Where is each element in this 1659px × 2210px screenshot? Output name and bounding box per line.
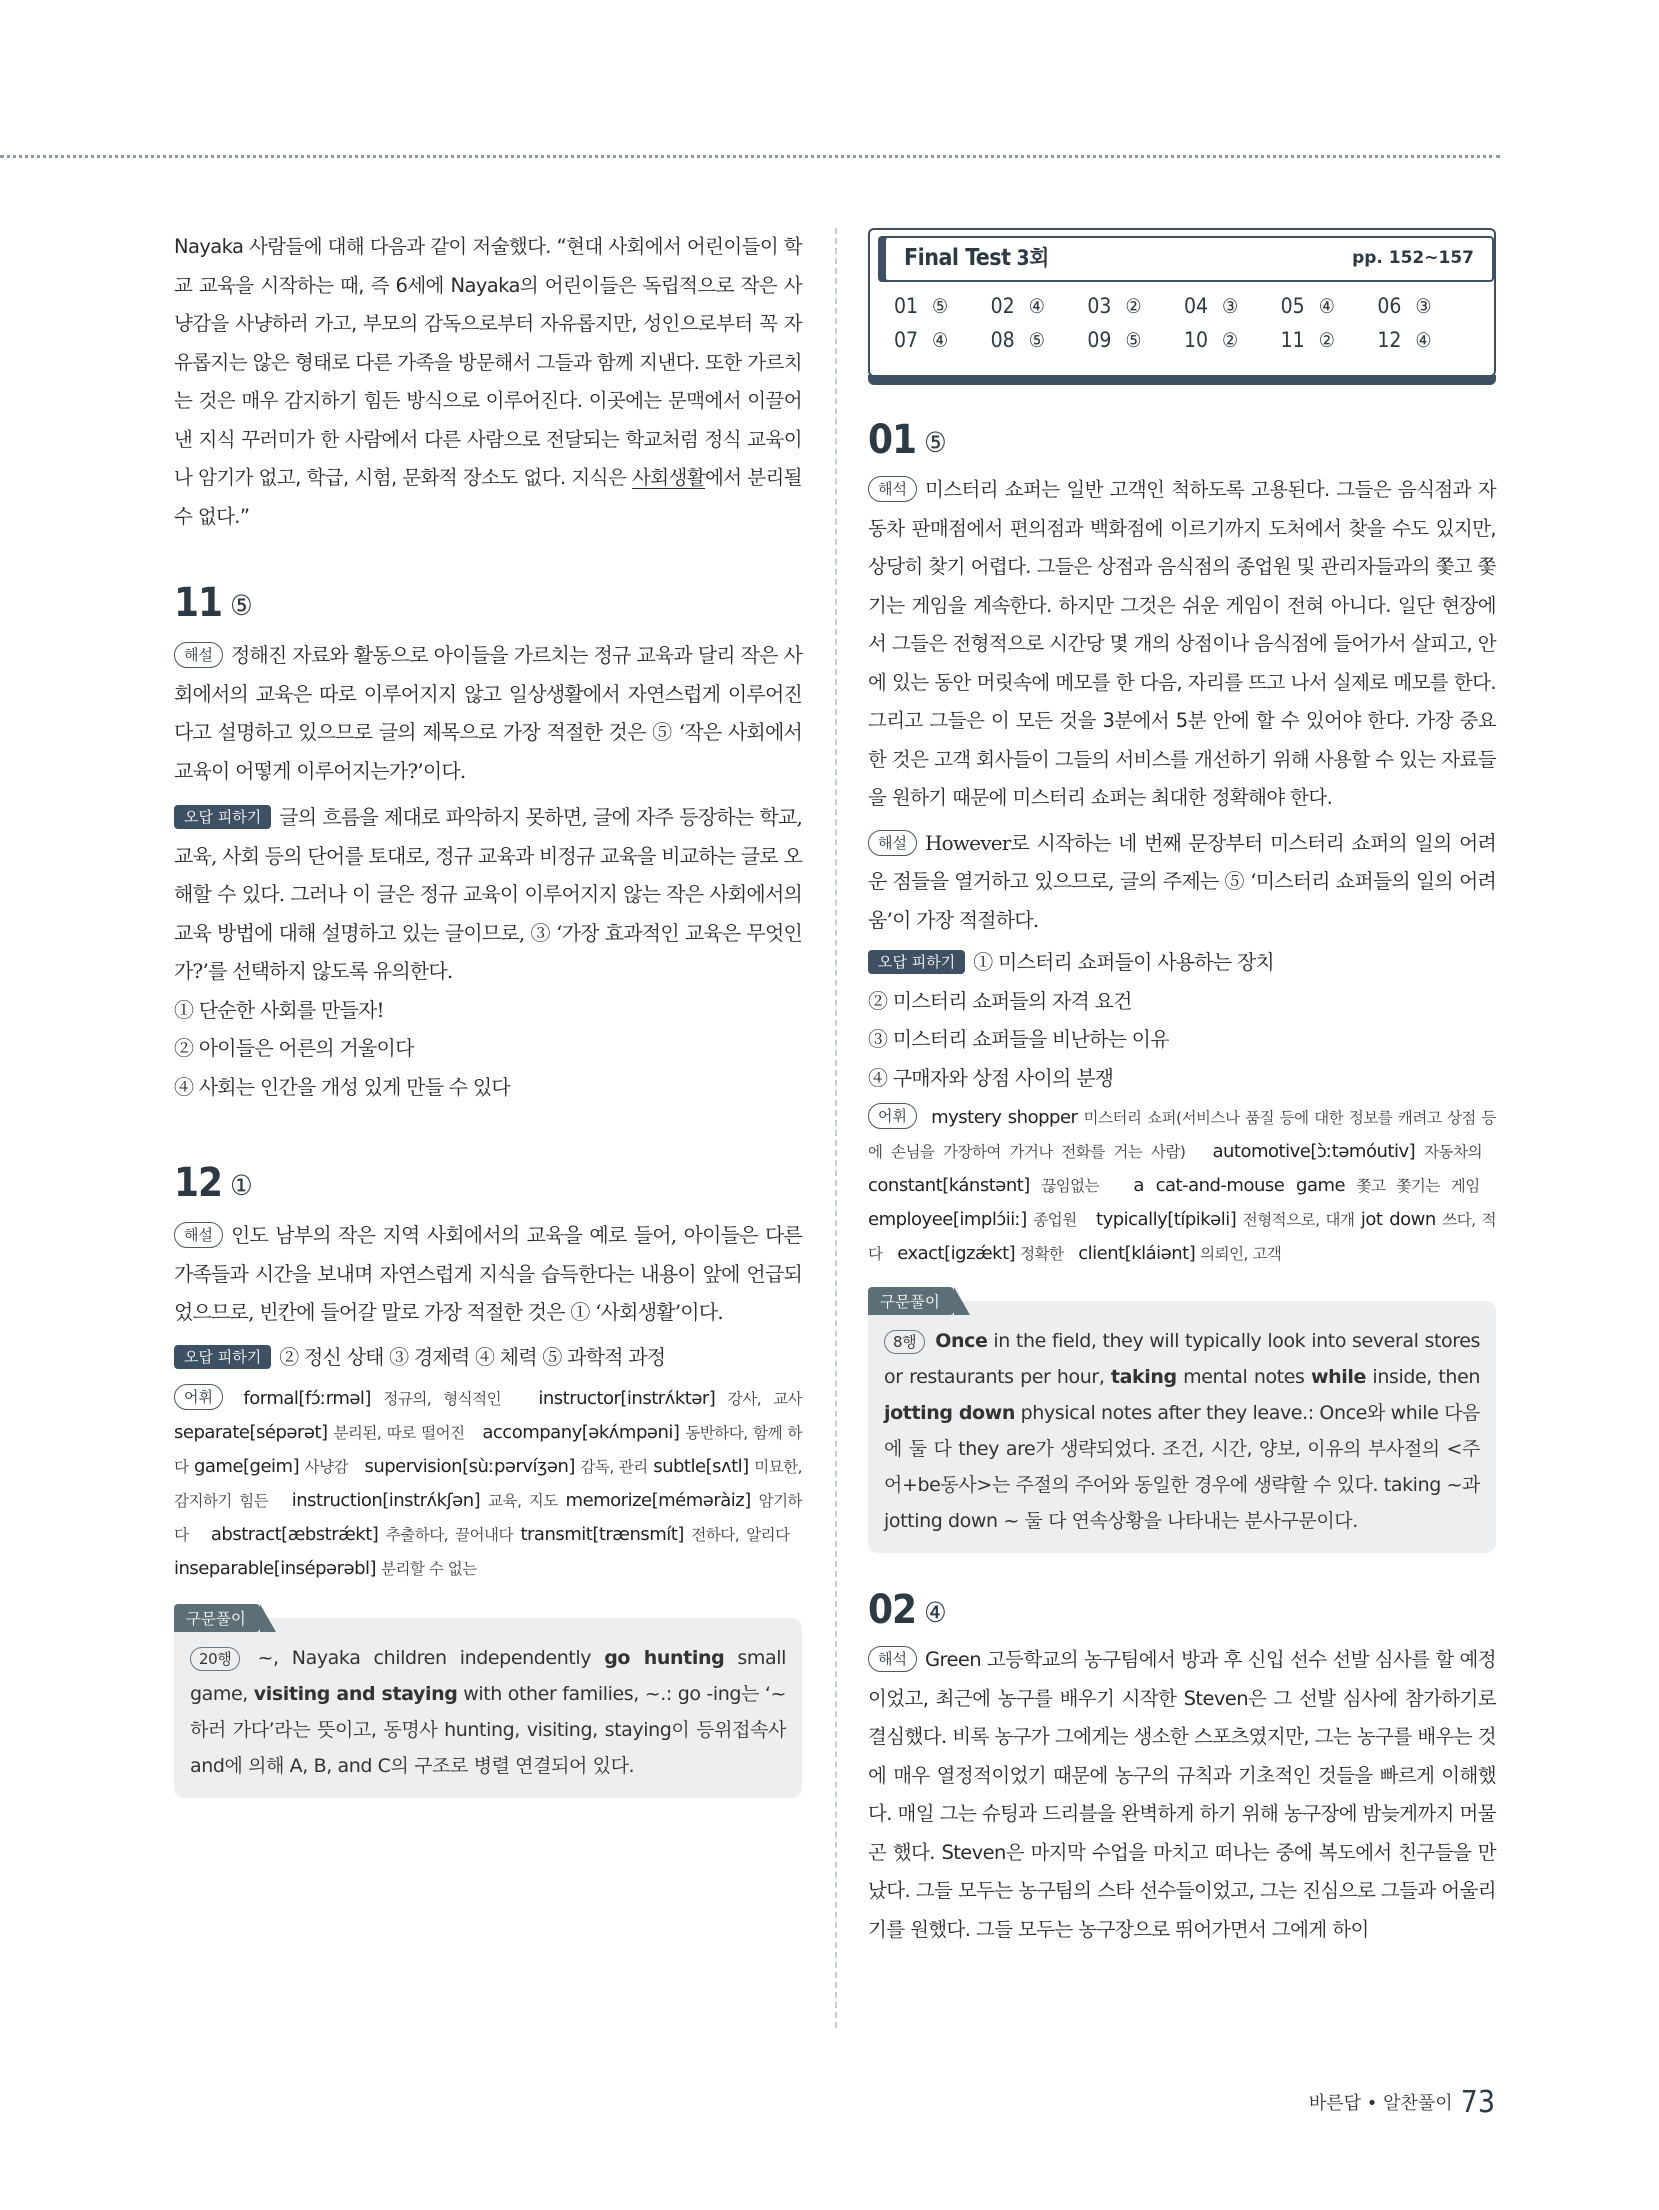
answer-cell bbox=[1087, 290, 1184, 322]
grammar-text bbox=[884, 1323, 1480, 1539]
grammar-segment: small game, bbox=[190, 1647, 786, 1705]
answer-number: 04 bbox=[1183, 294, 1209, 318]
option-item: ① 단순한 사회를 만들자! bbox=[174, 997, 384, 1022]
q12-avoid bbox=[174, 1338, 802, 1377]
q12-vocab bbox=[174, 1382, 802, 1586]
answer-number: 05 bbox=[1280, 294, 1305, 318]
answer-cell bbox=[894, 290, 991, 322]
answer-cell bbox=[991, 324, 1088, 356]
option-item: ② 아이들은 어른의 거울이다 bbox=[174, 1036, 414, 1060]
answer-number: 12 bbox=[1377, 328, 1402, 352]
grammar-text bbox=[190, 1640, 786, 1784]
answer-number: 08 bbox=[990, 328, 1015, 352]
question-answer: ⑤ bbox=[924, 425, 946, 459]
q01-vocab bbox=[868, 1101, 1496, 1271]
grammar-segment: physical notes after they leave.: Once와 while 다음에 둘 다 they are가 생략되었다. 조건, 시간, 양보, 이유의 부사절의 <주어+be동사>는 주절의 주어와 동일한 경우에 생략할 수 있다. taking ~과 jotting down ~ 둘 다 연속상황을 나타내는 분사구문이다. bbox=[884, 1402, 1480, 1532]
grammar-segment: in the field, they will typically look into several stores or restaurants per hour, bbox=[884, 1330, 1481, 1388]
vocab-meaning: 암기하다 bbox=[174, 1492, 803, 1544]
question-02-heading bbox=[868, 1587, 1496, 1633]
grammar-tag: 구문풀이 bbox=[174, 1604, 260, 1632]
option-item: ④ 사회는 인간을 개성 있게 만들 수 있다 bbox=[174, 1074, 510, 1099]
vocab-meaning: 미묘한, 감지하기 힘든 bbox=[174, 1458, 803, 1510]
final-test-bottom-bar bbox=[868, 375, 1496, 385]
vocab-label: 어휘 bbox=[174, 1384, 223, 1410]
answer-cell bbox=[1377, 324, 1474, 356]
page-footer bbox=[1309, 2085, 1495, 2120]
vocab-word: typically[típikəli] bbox=[1096, 1209, 1237, 1230]
vocab-meaning: 종업원 bbox=[1033, 1211, 1077, 1229]
vocab-word: exact[igzǽkt] bbox=[897, 1243, 1016, 1264]
vocab-meaning: 강사, 교사 bbox=[727, 1390, 803, 1408]
translation-label: 해석 bbox=[868, 1646, 917, 1672]
option-item bbox=[868, 943, 1496, 982]
grammar-bold: while bbox=[1310, 1366, 1366, 1388]
vocab-word: employee[implɔ́iiː] bbox=[868, 1209, 1027, 1230]
q12-grammar-box bbox=[174, 1610, 802, 1798]
vocab-word: instructor[instrʌ́ktər] bbox=[538, 1388, 716, 1409]
page-number: 73 bbox=[1460, 2085, 1495, 2120]
answer-cell bbox=[991, 290, 1088, 322]
vocab-word: game[geim] bbox=[193, 1456, 300, 1477]
column-divider bbox=[835, 228, 837, 2028]
question-answer: ④ bbox=[924, 1595, 946, 1629]
question-01-heading bbox=[868, 417, 1496, 463]
q01-grammar-box bbox=[868, 1293, 1496, 1553]
vocab-word: inseparable[insépərəbl] bbox=[174, 1558, 377, 1579]
grammar-bold: visiting and staying bbox=[253, 1683, 458, 1705]
intro-paragraph bbox=[174, 228, 802, 536]
grammar-tag: 구문풀이 bbox=[868, 1287, 954, 1315]
vocab-meaning: 정확한 bbox=[1020, 1245, 1064, 1263]
line-number-badge: 8행 bbox=[884, 1330, 925, 1354]
option-item: ③ 미스터리 쇼퍼들을 비난하는 이유 bbox=[868, 1027, 1169, 1051]
intro-underlined-text: 사회생활 bbox=[632, 466, 705, 489]
vocab-word: accompany[əkʌ́mpəni] bbox=[482, 1422, 680, 1443]
avoid-label: 오답 피하기 bbox=[174, 1345, 271, 1369]
right-column bbox=[868, 228, 1496, 1949]
answer-choice: ② bbox=[1222, 328, 1239, 352]
option-item: ② 미스터리 쇼퍼들의 자격 요건 bbox=[868, 988, 1132, 1013]
explanation-label: 해설 bbox=[174, 642, 223, 668]
left-column bbox=[174, 228, 802, 1798]
explanation-label: 해설 bbox=[868, 830, 917, 856]
vocab-word: a cat-and-mouse game bbox=[1133, 1175, 1346, 1196]
vocab-meaning: 전하다, 알리다 bbox=[691, 1526, 790, 1544]
option-text: ① 미스터리 쇼퍼들이 사용하는 장치 bbox=[973, 950, 1274, 974]
answer-cell bbox=[1281, 290, 1378, 322]
vocab-word: mystery shopper bbox=[931, 1107, 1078, 1128]
vocab-word: transmit[trænsmít] bbox=[520, 1524, 684, 1545]
vocab-meaning: 의뢰인, 고객 bbox=[1200, 1245, 1282, 1263]
answer-number: 02 bbox=[990, 294, 1015, 318]
intro-end-text: 에서 분리될 수 없다.” bbox=[174, 466, 802, 528]
grammar-bold: taking bbox=[1110, 1366, 1177, 1388]
answer-number: 09 bbox=[1087, 328, 1112, 352]
grammar-bold: jotting down bbox=[884, 1402, 1015, 1424]
q02-translation bbox=[868, 1641, 1496, 1949]
question-11-heading bbox=[174, 580, 802, 626]
vocab-meaning: 추출하다, 끌어내다 bbox=[385, 1526, 513, 1544]
translation-label: 해석 bbox=[868, 476, 917, 502]
answer-cell bbox=[1184, 324, 1281, 356]
final-test-pages: pp. 152~157 bbox=[1352, 248, 1474, 268]
answer-number: 03 bbox=[1087, 294, 1112, 318]
avoid-label: 오답 피하기 bbox=[174, 805, 271, 829]
answer-choice: ④ bbox=[932, 328, 949, 352]
final-test-answers bbox=[894, 290, 1474, 356]
book-title: 바른답 • 알찬풀이 bbox=[1308, 2093, 1453, 2114]
answer-cell bbox=[1087, 324, 1184, 356]
vocab-word: formal[fɔ́ːrməl] bbox=[243, 1388, 371, 1409]
answer-cell bbox=[894, 324, 991, 356]
q12-explanation bbox=[174, 1216, 802, 1332]
translation-text: Green 고등학교의 농구팀에서 방과 후 신입 선수 선발 심사를 할 예정이었고, 최근에 농구를 배우기 시작한 Steven은 그 선발 심사에 참가하기로 결심했다. 비록 농구가 그에게는 생소한 스포츠였지만, 그는 농구를 배우는 것에 매우 열정적이었기 때문에 농구의 규칙과 기초적인 것들을 빠르게 이해했다. 매일 그는 슈팅과 드리블을 완벽하게 하기 위해 농구장에 밤늦게까지 머물곤 했다. Steven은 마지막 수업을 마치고 떠나는 중에 복도에서 친구들을 만났다. 그들 모두는 농구팀의 스타 선수들이었고, 그는 진심으로 그들과 어울리기를 원했다. 그들 모두는 농구장으로 뛰어가면서 그에게 하이 bbox=[868, 1648, 1496, 1941]
final-test-title bbox=[904, 242, 1049, 272]
explanation-text: However로 시작하는 네 번째 문장부터 미스터리 쇼퍼의 일의 어려운 점들을 열거하고 있으므로, 글의 주제는 ⑤ ‘미스터리 쇼퍼들의 일의 어려움’이 가장 적절하다. bbox=[868, 830, 1496, 932]
grammar-segment: mental notes bbox=[1176, 1366, 1311, 1388]
vocab-meaning: 정규의, 형식적인 bbox=[383, 1390, 502, 1408]
q01-explanation bbox=[868, 824, 1496, 940]
grammar-bold: Once bbox=[935, 1330, 988, 1352]
grammar-segment: ~, Nayaka children independently bbox=[257, 1647, 605, 1669]
explanation-text: 인도 남부의 작은 지역 사회에서의 교육을 예로 들어, 아이들은 다른 가족들과 시간을 보내며 자연스럽게 지식을 습득한다는 내용이 앞에 언급되었으므로, 빈칸에 들어갈 말로 가장 적절한 것은 ① ‘사회생활’이다. bbox=[174, 1223, 802, 1324]
vocab-meaning: 미스터리 쇼퍼(서비스나 품질 등에 대한 정보를 캐려고 상점 등에 손님을 가장하여 가거나 전화를 거는 사람) bbox=[868, 1109, 1497, 1161]
option-item: ④ 구매자와 상점 사이의 분쟁 bbox=[868, 1065, 1114, 1090]
answer-number: 11 bbox=[1280, 328, 1305, 352]
answer-choice: ② bbox=[1318, 328, 1335, 352]
q01-translation bbox=[868, 471, 1496, 818]
vocab-word: automotive[ɔ̀ːtəmóutiv] bbox=[1212, 1141, 1416, 1162]
final-test-title-text: Final Test bbox=[904, 245, 1011, 271]
answer-choice: ② bbox=[1125, 294, 1142, 318]
explanation-text: 정해진 자료와 활동으로 아이들을 가르치는 정규 교육과 달리 작은 사회에서의 교육은 따로 이루어지지 않고 일상생활에서 자연스럽게 이루어진다고 설명하고 있으므로 글의 제목으로 가장 적절한 것은 ⑤ ‘작은 사회에서 교육이 어떻게 이루어지는가?’이다. bbox=[174, 643, 802, 783]
question-number: 01 bbox=[868, 417, 917, 463]
vocab-word: jot down bbox=[1360, 1209, 1436, 1230]
vocab-meaning: 교육, 지도 bbox=[488, 1492, 558, 1510]
vocab-word: constant[kánstənt] bbox=[868, 1175, 1030, 1196]
final-test-header bbox=[884, 236, 1494, 282]
answer-choice: ④ bbox=[1415, 328, 1432, 352]
final-test-number: 3회 bbox=[1016, 246, 1049, 270]
vocab-meaning: 감독, 관리 bbox=[580, 1458, 648, 1476]
vocab-word: memorize[méməràiz] bbox=[565, 1490, 751, 1511]
avoid-text: 글의 흐름을 제대로 파악하지 못하면, 글에 자주 등장하는 학교, 교육, 사회 등의 단어를 토대로, 정규 교육과 비정규 교육을 비교하는 글로 오해할 수 있다. 그러나 이 글은 정규 교육이 이루어지지 않는 작은 사회에서의 교육 방법에 대해 설명하고 있는 글이므로, ③ ‘가장 효과적인 교육은 무엇인가?’를 선택하지 않도록 유의한다. bbox=[174, 805, 802, 983]
final-test-answer-box bbox=[868, 228, 1496, 377]
question-answer: ⑤ bbox=[230, 588, 252, 622]
vocab-word: client[kláiənt] bbox=[1078, 1243, 1196, 1264]
answer-choice: ③ bbox=[1222, 294, 1239, 318]
answer-cell bbox=[1281, 324, 1378, 356]
vocab-meaning: 동반하다, 함께 하다 bbox=[174, 1424, 802, 1476]
explanation-label: 해설 bbox=[174, 1222, 223, 1248]
line-number-badge: 20행 bbox=[190, 1647, 240, 1671]
vocab-word: supervision[sùːpərvíʒən] bbox=[364, 1456, 575, 1477]
vocab-word: abstract[æbstrǽkt] bbox=[210, 1524, 379, 1545]
vocab-label: 어휘 bbox=[868, 1103, 917, 1129]
answer-number: 10 bbox=[1183, 328, 1209, 352]
question-number: 02 bbox=[868, 1587, 917, 1633]
vocab-meaning: 끊임없는 bbox=[1041, 1177, 1100, 1195]
vocab-meaning: 쓰다, 적다 bbox=[868, 1211, 1497, 1263]
q01-options bbox=[868, 943, 1496, 1097]
question-number: 12 bbox=[174, 1160, 223, 1206]
question-answer: ① bbox=[230, 1168, 252, 1202]
top-dotted-rule bbox=[0, 155, 1500, 158]
answer-cell bbox=[1184, 290, 1281, 322]
intro-text: Nayaka 사람들에 대해 다음과 같이 저술했다. “현대 사회에서 어린이들이 학교 교육을 시작하는 때, 즉 6세에 Nayaka의 어린이들은 독립적으로 작은 사냥감을 사냥하러 가고, 부모의 감독으로부터 자유롭지만, 성인으로부터 꼭 자유롭지는 않은 형태로 다른 가족을 방문해서 그들과 함께 지낸다. 또한 가르치는 것은 매우 감지하기 힘든 방식으로 이루어진다. 이곳에는 문맥에서 이끌어낸 지식 꾸러미가 한 사람에서 다른 사람으로 전달되는 학교처럼 정식 교육이나 암기가 없고, 학급, 시험, 문화적 장소도 없다. 지식은 bbox=[174, 235, 802, 489]
translation-text: 미스터리 쇼퍼는 일반 고객인 척하도록 고용된다. 그들은 음식점과 자동차 판매점에서 편의점과 백화점에 이르기까지 도처에서 찾을 수도 있지만, 상당히 찾기 어렵다. 그들은 상점과 음식점의 종업원 및 관리자들과의 쫓고 쫓기는 게임을 계속한다. 하지만 그것은 쉬운 게임이 전혀 아니다. 일단 현장에서 그들은 전형적으로 시간당 몇 개의 상점이나 음식점에 들어가서 살피고, 안에 있는 동안 머릿속에 메모를 한 다음, 자리를 뜨고 나서 실제로 메모를 한다. 그리고 그들은 이 모든 것을 3분에서 5분 안에 할 수 있어야 한다. 가장 중요한 것은 고객 회사들이 그들의 서비스를 개선하기 위해 사용할 수 있는 자료들을 원하기 때문에 미스터리 쇼퍼는 최대한 정확해야 한다. bbox=[868, 478, 1496, 809]
answer-choice: ③ bbox=[1415, 294, 1432, 318]
q11-explanation bbox=[174, 636, 802, 790]
vocab-meaning: 쫓고 쫓기는 게임 bbox=[1356, 1177, 1480, 1195]
answer-choice: ④ bbox=[1318, 294, 1335, 318]
answer-choice: ⑤ bbox=[1125, 328, 1142, 352]
vocab-meaning: 사냥감 bbox=[304, 1458, 349, 1476]
question-12-heading bbox=[174, 1160, 802, 1206]
grammar-segment: inside, then bbox=[1365, 1366, 1480, 1388]
grammar-segment: with other families, ~.: go -ing는 ‘~하러 가다’라는 뜻이고, 동명사 hunting, visiting, staying이 등위접속사 and에 의해 A, B, and C의 구조로 병렬 연결되어 있다. bbox=[190, 1683, 786, 1777]
answer-choice: ⑤ bbox=[932, 294, 949, 318]
answer-number: 06 bbox=[1377, 294, 1402, 318]
answer-choice: ④ bbox=[1028, 294, 1045, 318]
vocab-meaning: 분리된, 따로 떨어진 bbox=[333, 1424, 465, 1442]
question-number: 11 bbox=[174, 580, 223, 626]
vocab-meaning: 자동차의 bbox=[1424, 1143, 1483, 1161]
vocab-word: separate[sépərət] bbox=[174, 1422, 328, 1443]
answer-cell bbox=[1377, 290, 1474, 322]
q11-avoid bbox=[174, 798, 802, 991]
vocab-meaning: 분리할 수 없는 bbox=[380, 1560, 477, 1578]
answer-choice: ⑤ bbox=[1028, 328, 1045, 352]
q11-options bbox=[174, 991, 802, 1107]
avoid-label: 오답 피하기 bbox=[868, 950, 965, 974]
avoid-text: ② 정신 상태 ③ 경제력 ④ 체력 ⑤ 과학적 과정 bbox=[279, 1344, 666, 1369]
vocab-word: instruction[instrʌ́kʃən] bbox=[291, 1490, 481, 1511]
grammar-bold: go hunting bbox=[604, 1647, 725, 1669]
answer-number: 01 bbox=[894, 294, 919, 318]
answer-number: 07 bbox=[894, 328, 919, 352]
vocab-word: subtle[sʌtl] bbox=[653, 1456, 749, 1477]
vocab-meaning: 전형적으로, 대개 bbox=[1242, 1211, 1355, 1229]
